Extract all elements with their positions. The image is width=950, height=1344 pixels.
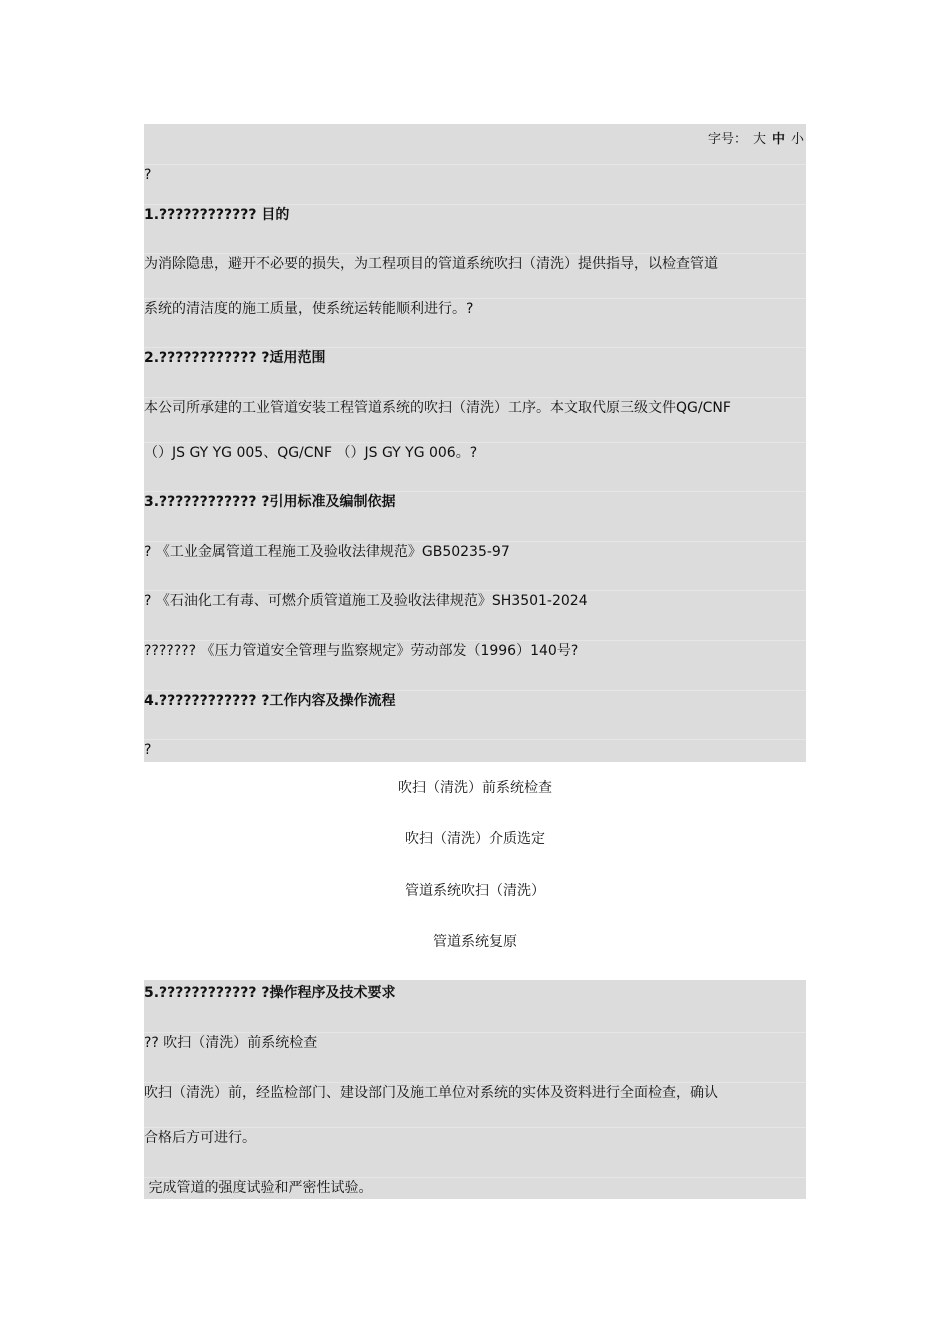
flow-step-1: 吹扫（清洗）前系统检查 <box>398 780 552 796</box>
section-1-paragraph-line-1: 为消除隐患，避开不必要的损失，为工程项目的管道系统吹扫（清洗）提供指导，以检查管道 <box>144 253 806 274</box>
flow-step-4: 管道系统复原 <box>433 934 517 950</box>
section-3-reference-2: ? 《石油化工有毒、可燃介质管道施工及验收法律规范》SH3501-2024 <box>144 590 806 611</box>
font-size-small-button[interactable]: 小 <box>790 132 804 147</box>
section-5-heading: 5.???????????? ?操作程序及技术要求 <box>144 985 396 1001</box>
section-5-paragraph-line-2: 合格后方可进行。 <box>144 1127 806 1148</box>
section-2-heading: 2.???????????? ?适用范围 <box>144 347 806 368</box>
section-2-paragraph-line-2: （）JS GY YG 005、QG/CNF （）JS GY YG 006。? <box>144 442 806 463</box>
section-3-reference-3: ??????? 《压力管道安全管理与监察规定》劳动部发（1996）140号? <box>144 640 806 661</box>
article-block-lower <box>144 980 806 1199</box>
section-4-heading: 4.???????????? ?工作内容及操作流程 <box>144 690 806 711</box>
font-size-large-button[interactable]: 大 <box>752 132 766 147</box>
section-1-heading: 1.???????????? 目的 <box>144 204 806 225</box>
section-5-paragraph-line-1: 吹扫（清洗）前，经监检部门、建设部门及施工单位对系统的实体及资料进行全面检查，确认 <box>144 1082 806 1103</box>
section-4-mark: ? <box>144 739 806 760</box>
section-3-reference-1: ? 《工业金属管道工程施工及验收法律规范》GB50235-97 <box>144 541 806 562</box>
section-1-paragraph-line-2: 系统的清洁度的施工质量，使系统运转能顺利进行。? <box>144 298 806 319</box>
section-2-paragraph-line-1: 本公司所承建的工业管道安装工程管道系统的吹扫（清洗）工序。本文取代原三级文件QG/CNF <box>144 397 806 418</box>
intro-mark: ? <box>144 164 806 185</box>
section-5-subheading-1: ?? 吹扫（清洗）前系统检查 <box>144 1032 806 1053</box>
article-block-upper <box>144 124 806 762</box>
font-size-label: 字号： <box>707 132 747 147</box>
flow-step-2: 吹扫（清洗）介质选定 <box>405 831 545 847</box>
font-size-switcher <box>708 128 804 147</box>
section-3-heading: 3.???????????? ?引用标准及编制依据 <box>144 491 806 512</box>
flow-step-3: 管道系统吹扫（清洗） <box>405 883 545 899</box>
font-size-medium-button[interactable]: 中 <box>771 132 785 147</box>
section-5-item-1: 完成管道的强度试验和严密性试验。 <box>144 1177 806 1198</box>
